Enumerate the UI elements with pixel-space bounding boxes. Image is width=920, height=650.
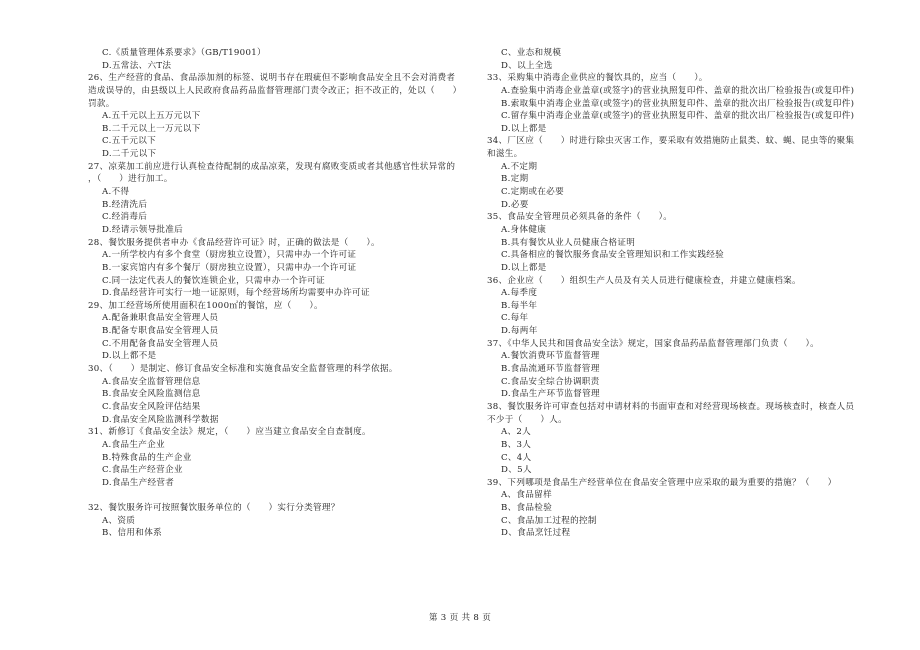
question-text: 29、加工经营场所使用面积在1000㎡的餐馆，应（ ）。 [88, 300, 323, 311]
answer-option: D、食品烹饪过程 [501, 528, 571, 539]
answer-option: A、2人 [501, 427, 532, 438]
answer-option: D.食品安全风险监测科学数据 [102, 414, 219, 425]
question-text: 不少于（ ）人。 [487, 414, 568, 425]
answer-option: C.食品安全综合协调职责 [501, 376, 600, 387]
answer-option: C.定期或在必要 [501, 187, 564, 198]
answer-option: C.同一法定代表人的餐饮连锁企业，只需申办一个许可证 [102, 275, 326, 286]
answer-option: D、以上全选 [501, 60, 553, 71]
page-footer: 第 3 页 共 8 页 [428, 613, 492, 623]
answer-option: D.二千元以下 [102, 149, 157, 160]
answer-option: D.每两年 [501, 326, 538, 337]
answer-option: D.以上都是 [501, 123, 547, 134]
question-text: 34、厂区应（ ）时进行除虫灭害工作，要采取有效措施防止鼠类、蚊、蝇、昆虫等的聚集 [487, 136, 855, 147]
answer-option: D.以上都不是 [102, 351, 157, 362]
question-text: 罚款。 [88, 98, 115, 109]
answer-option: C.五千元以下 [102, 136, 157, 147]
blank-line [88, 489, 474, 502]
answer-option: A.不得 [102, 187, 130, 198]
answer-option: B.一家宾馆内有多个餐厅（厨房独立设置），只需申办一个许可证 [102, 262, 357, 273]
answer-option: D.以上都是 [501, 262, 547, 273]
answer-option: C、4人 [501, 452, 532, 463]
question-text: 27、凉菜加工前应进行认真检查待配制的成品凉菜，发现有腐败变质或者其他感官性状异常的 [88, 161, 456, 172]
answer-option: B.食品流通环节监督管理 [501, 364, 600, 375]
answer-option: B.索取集中消毒企业盖章(或签字)的营业执照复印件、盖章的批次出厂检验报告(或复印件) [501, 98, 855, 109]
question-text: 35、食品安全管理员必须具备的条件（ ）。 [487, 212, 673, 223]
answer-option: C.具备相应的餐饮服务食品安全管理知识和工作实践经验 [501, 250, 725, 261]
question-text: 32、餐饮服务许可按照餐饮服务单位的（ ）实行分类管理？ [88, 503, 340, 514]
question-text: 30、（ ）是制定、修订食品安全标准和实施食品安全监督管理的科学依据。 [88, 364, 398, 375]
question-text: 37、《中华人民共和国食品安全法》规定，国家食品药品监督管理部门负责（ ）。 [487, 338, 820, 349]
answer-option: A.不定期 [501, 161, 538, 172]
question-text: 33、采购集中消毒企业供应的餐饮具的，应当（ ）。 [487, 73, 708, 84]
answer-option: D.必要 [501, 199, 529, 210]
answer-option: A.一所学校内有多个食堂（厨房独立设置），只需申办一个许可证 [102, 250, 357, 261]
answer-option: C.每年 [501, 313, 529, 324]
answer-option: A.配备兼职食品安全管理人员 [102, 313, 219, 324]
answer-option: C.不用配备食品安全管理人员 [102, 338, 219, 349]
answer-option: B.食品安全风险监测信息 [102, 389, 201, 400]
answer-option: B.特殊食品的生产企业 [102, 452, 192, 463]
answer-option: A、食品留样 [501, 490, 552, 501]
answer-option: A.食品生产企业 [102, 439, 165, 450]
answer-option: C.食品生产经营企业 [102, 465, 183, 476]
answer-option: D、5人 [501, 465, 532, 476]
answer-option: B.具有餐饮从业人员健康合格证明 [501, 237, 636, 248]
answer-option: A.食品安全监督管理信息 [102, 376, 201, 387]
question-text: 26、生产经营的食品、食品添加剂的标签、说明书存在瑕疵但不影响食品安全且不会对消费者 [88, 73, 456, 84]
answer-option: A、资质 [102, 515, 136, 526]
answer-option: D.食品生产经营者 [102, 477, 175, 488]
answer-option: A.每季度 [501, 288, 538, 299]
answer-option: C.经消毒后 [102, 212, 148, 223]
answer-option: D.五常法、六T法 [102, 60, 172, 71]
right-column [487, 47, 872, 540]
answer-option: B.二千元以上一万元以下 [102, 123, 201, 134]
answer-option: A.餐饮消费环节监督管理 [501, 351, 600, 362]
question-text: 31、新修订《食品安全法》规定，（ ）应当建立食品安全自查制度。 [88, 427, 371, 438]
answer-option: B.经清洗后 [102, 199, 148, 210]
answer-option: A.身体健康 [501, 224, 547, 235]
question-text: 28、餐饮服务提供者申办《食品经营许可证》时，正确的做法是（ ）。 [88, 237, 380, 248]
answer-option: B、信用和体系 [102, 528, 162, 539]
answer-option: B.定期 [501, 174, 529, 185]
answer-option: B、3人 [501, 439, 532, 450]
question-text: 39、下列哪项是食品生产经营单位在食品安全管理中应采取的最为重要的措施？（ ） [487, 477, 837, 488]
answer-option: D.经请示领导批准后 [102, 224, 184, 235]
answer-option: B、食品检验 [501, 503, 553, 514]
question-text: 和滋生。 [487, 149, 523, 160]
answer-option: C.留存集中消毒企业盖章(或签字)的营业执照复印件、盖章的批次出厂检验报告(或复印件) [501, 111, 855, 122]
left-column [88, 47, 474, 540]
answer-option: B.每半年 [501, 300, 538, 311]
answer-option: C、业态和规模 [501, 48, 562, 58]
question-text: 38、餐饮服务许可审查包括对申请材料的书面审查和对经营现场核查。现场核查时，核查人员 [487, 401, 855, 412]
answer-option: A.查验集中消毒企业盖章(或签字)的营业执照复印件、盖章的批次出厂检验报告(或复印件) [501, 85, 855, 96]
question-text: 造成误导的，由县级以上人民政府食品药品监督管理部门责令改正；拒不改正的，处以（ ） [88, 85, 462, 96]
answer-option: B.配备专职食品安全管理人员 [102, 326, 219, 337]
answer-option: A.五千元以上五万元以下 [102, 111, 201, 122]
question-text: 36、企业应（ ）组织生产人员及有关人员进行健康检查，并建立健康档案。 [487, 275, 801, 286]
answer-option: C.《质量管理体系要求》（GB/T19001） [102, 48, 266, 58]
answer-option: D.食品经营许可实行一地一证原则，每个经营场所均需要申办许可证 [102, 288, 370, 299]
question-text: ，（ ）进行加工。 [88, 174, 173, 185]
answer-option: C、食品加工过程的控制 [501, 515, 597, 526]
answer-option: D.食品生产环节监督管理 [501, 389, 600, 400]
answer-option: C.食品安全风险评估结果 [102, 401, 201, 412]
